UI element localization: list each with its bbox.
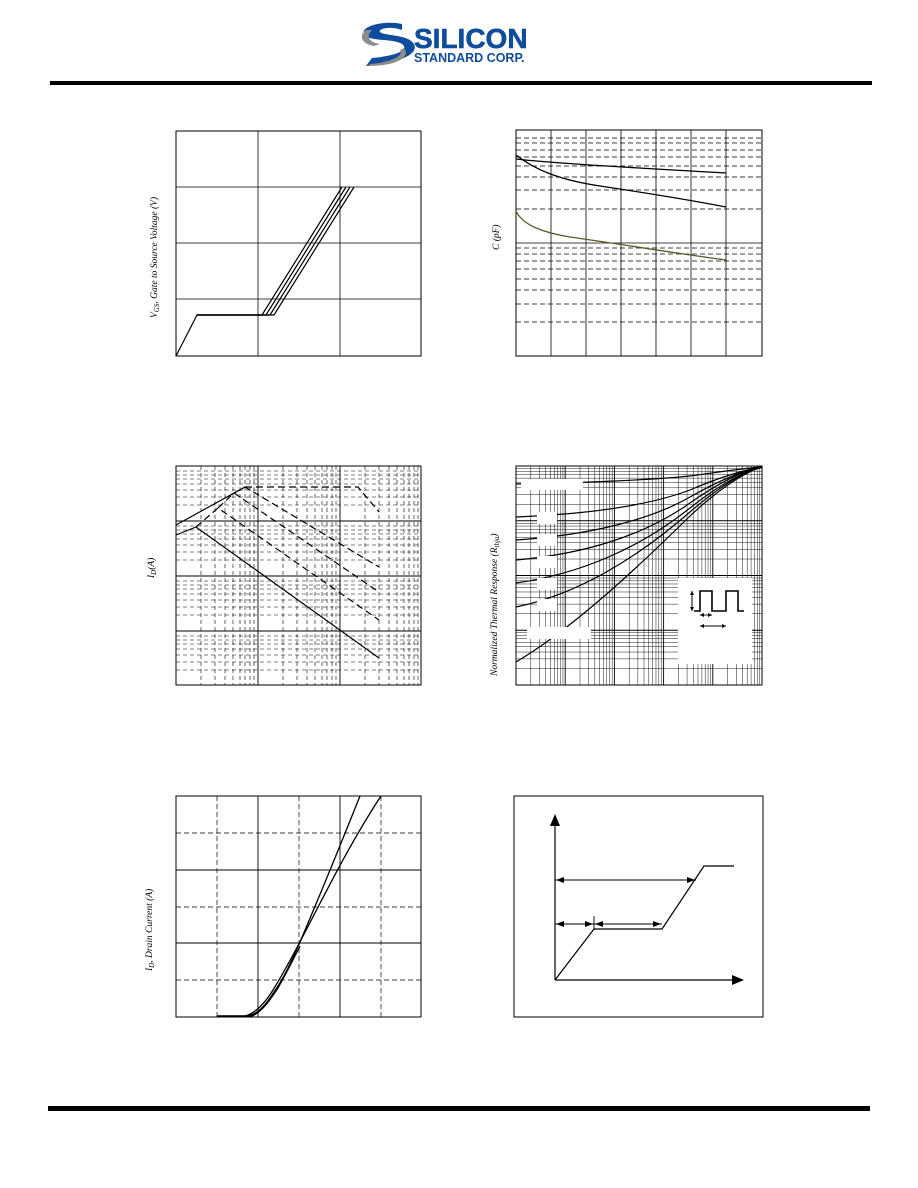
waveform-frame xyxy=(514,796,763,1017)
soa-frame xyxy=(176,466,421,685)
thermal-response-chart xyxy=(489,466,762,685)
gate-charge-frame xyxy=(176,131,421,356)
gate-charge-chart xyxy=(149,131,421,356)
duty-cycle-inset-box xyxy=(678,578,752,664)
transfer-chart xyxy=(144,796,421,1017)
logo-swoosh-icon xyxy=(362,23,415,66)
safe-operating-area-chart xyxy=(146,466,421,685)
brand-subtitle: STANDARD CORP. xyxy=(414,51,525,65)
transfer-ylabel: $I_D$, Drain Current (A) xyxy=(145,888,156,971)
capacitance-chart xyxy=(491,130,762,356)
capacitance-ylabel: C (pF) xyxy=(492,224,502,250)
thermal-ylabel: Normalized Thermal Response $(R_{thja})$ xyxy=(490,533,501,676)
duty-cycle-inset xyxy=(678,578,752,664)
gate-charge-waveform-diagram xyxy=(514,796,763,1017)
transfer-frame xyxy=(176,796,421,1017)
footer-rule xyxy=(48,1106,870,1111)
soa-ylabel: $I_D(A)$ xyxy=(147,557,158,578)
gate-charge-ylabel: $V_{GS}$, Gate to Source Voltage (V) xyxy=(150,196,161,318)
brand-name: SILICON xyxy=(414,23,528,54)
company-logo xyxy=(362,23,528,66)
header-rule xyxy=(50,81,872,85)
